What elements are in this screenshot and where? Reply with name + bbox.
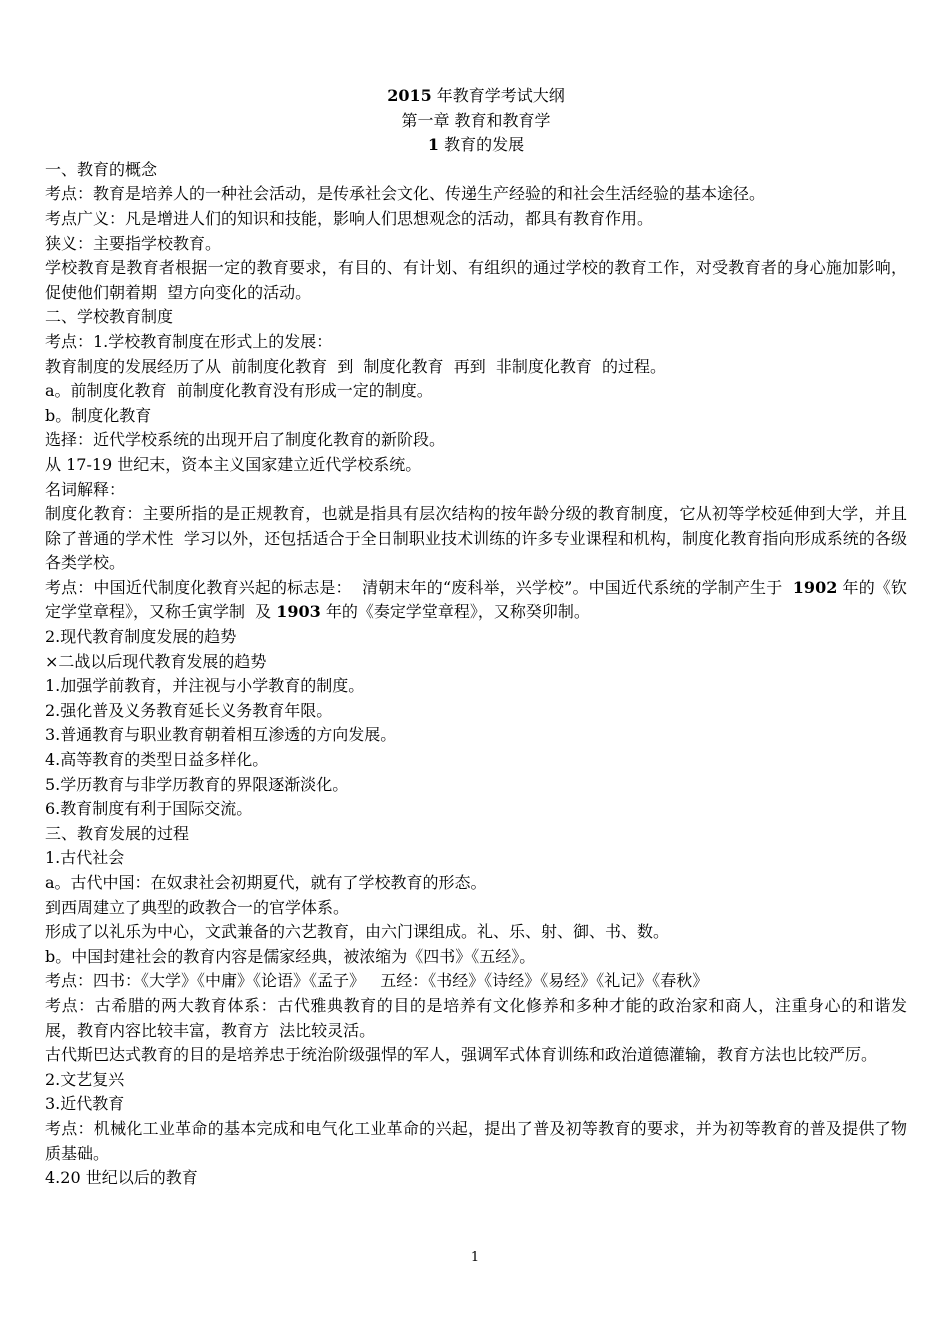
heading-concept: 一、教育的概念 [45, 159, 158, 179]
year-1903: 1903 [276, 602, 321, 622]
paragraph: 2.文艺复兴 [45, 1069, 125, 1089]
paragraph: 考点广义：凡是增进人们的知识和技能，影响人们思想观念的活动，都具有教育作用。 [45, 208, 654, 228]
document-page [45, 84, 907, 1191]
paragraph: 名词解释： [45, 479, 126, 499]
paragraph: 从 17-19 世纪末，资本主义国家建立近代学校系统。 [45, 454, 422, 474]
paragraph [45, 576, 907, 625]
paragraph: b。中国封建社会的教育内容是儒家经典，被浓缩为《四书》《五经》。 [45, 946, 536, 966]
paragraph: 考点：四书：《大学》《中庸》《论语》《孟子》 五经：《书经》《诗经》《易经》《礼记》《春秋》 [45, 971, 709, 991]
paragraph: 考点：1.学校教育制度在形式上的发展： [45, 331, 333, 351]
paragraph: 到西周建立了典型的政教合一的官学体系。 [45, 897, 350, 917]
paragraph: b。制度化教育 [45, 405, 152, 425]
year-1902: 1902 [792, 577, 838, 597]
list-item: 4.高等教育的类型日益多样化。 [45, 750, 269, 770]
paragraph: 2.现代教育制度发展的趋势 [45, 627, 237, 647]
list-item: 3.普通教育与职业教育朝着相互渗透的方向发展。 [45, 725, 397, 745]
paragraph: 考点：机械化工业革命的基本完成和电气化工业革命的兴起，提出了普及初等教育的要求，并为初等教育的普及提供了物质基础。 [45, 1118, 907, 1163]
paragraph: 考点：教育是培养人的一种社会活动，是传承社会文化、传递生产经验的和社会生活经验的基本途径。 [45, 184, 766, 204]
paragraph: 考点：古希腊的两大教育体系：古代雅典教育的目的是培养有文化修养和多种才能的政治家和商人，注重身心的和谐发展，教育内容比较丰富，教育方 法比较灵活。 [45, 995, 907, 1040]
section-number: 1 [427, 135, 440, 155]
paragraph-text: 考点：中国近代制度化教育兴起的标志是： 清朝末年的“废科举，兴学校”。中国近代系统的学制产生于 [45, 577, 793, 597]
paragraph: a。古代中国：在奴隶社会初期夏代，就有了学校教育的形态。 [45, 873, 487, 892]
paragraph: 形成了以礼乐为中心，文武兼备的六艺教育，由六门课组成。礼、乐、射、御、书、数。 [45, 922, 670, 942]
chapter-heading: 第一章 教育和教育学 [401, 110, 551, 130]
paragraph: a。前制度化教育 前制度化教育没有形成一定的制度。 [45, 381, 433, 401]
document-title [45, 84, 907, 109]
section-heading [45, 133, 907, 158]
paragraph: ×二战以后现代教育发展的趋势 [45, 651, 267, 671]
paragraph-text: 年的《奏定学堂章程》，又称癸卯制。 [320, 602, 590, 622]
paragraph: 古代斯巴达式教育的目的是培养忠于统治阶级强悍的军人，强调军式体育训练和政治道德灌输，教育方法也比较严厉。 [45, 1045, 878, 1065]
title-text: 年教育学考试大纲 [431, 86, 565, 105]
list-item: 5.学历教育与非学历教育的界限逐渐淡化。 [45, 774, 349, 794]
list-item: 2.强化普及义务教育延长义务教育年限。 [45, 700, 333, 720]
title-year: 2015 [387, 86, 432, 105]
paragraph: 3.近代教育 [45, 1094, 125, 1114]
page-number: 1 [470, 1250, 480, 1265]
heading-development-process: 三、教育发展的过程 [45, 823, 190, 843]
list-item: 1.加强学前教育，并注视与小学教育的制度。 [45, 676, 365, 696]
list-item: 6.教育制度有利于国际交流。 [45, 799, 253, 819]
paragraph: 狭义：主要指学校教育。 [45, 233, 222, 253]
paragraph-text: 年的《钦定学堂章程》，又称壬寅学制 及 [45, 577, 907, 622]
paragraph: 选择：近代学校系统的出现开启了制度化教育的新阶段。 [45, 430, 446, 450]
paragraph: 教育制度的发展经历了从 前制度化教育 到 制度化教育 再到 非制度化教育 的过程。 [45, 356, 667, 376]
paragraph: 4.20 世纪以后的教育 [45, 1168, 198, 1188]
paragraph: 1.古代社会 [45, 848, 125, 868]
paragraph: 制度化教育：主要所指的是正规教育，也就是指具有层次结构的按年龄分级的教育制度，它从初等学校延伸到大学，并且除了普通的学术性 学习以外，还包括适合于全日制职业技术训练的许多专业课程和机构，制度化教育指向形成系统的各级各类学校。 [45, 504, 907, 573]
heading-school-system: 二、学校教育制度 [45, 307, 174, 327]
paragraph: 学校教育是教育者根据一定的教育要求，有目的、有计划、有组织的通过学校的教育工作，对受教育者的身心施加影响，促使他们朝着期 望方向变化的活动。 [45, 258, 907, 302]
section-title: 教育的发展 [439, 135, 525, 155]
